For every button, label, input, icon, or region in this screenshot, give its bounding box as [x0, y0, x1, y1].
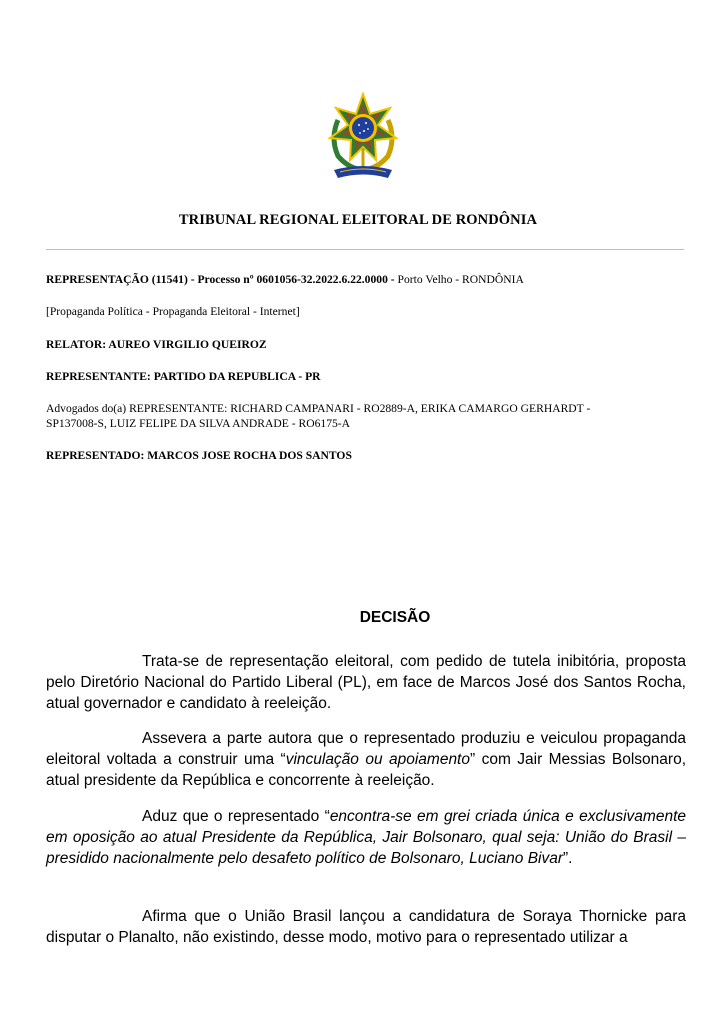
advogados-line-1: Advogados do(a) REPRESENTANTE: RICHARD CAMPANARI - RO2889-A, ERIKA CAMARGO GERHARDT -: [46, 402, 591, 415]
paragraph-text: Trata-se de representação eleitoral, com pedido de tutela inibitória, proposta pelo Diretório Nacional do Partido Liberal (PL), em face de Marcos José dos Santos Rocha, atual governador e candidato à reeleição.: [46, 653, 686, 712]
header-divider: [46, 249, 684, 250]
decision-paragraph-4: [46, 906, 686, 948]
coat-of-arms-emblem: [326, 92, 400, 184]
decision-paragraph-2: [46, 728, 686, 791]
process-location: Porto Velho - RONDÔNIA: [394, 273, 524, 286]
relator-line: RELATOR: AUREO VIRGILIO QUEIROZ: [46, 338, 267, 351]
decision-paragraph-1: [46, 651, 686, 714]
court-title: TRIBUNAL REGIONAL ELEITORAL DE RONDÔNIA: [178, 212, 538, 228]
quoted-text: vinculação ou apoiamento: [285, 751, 470, 768]
process-number: REPRESENTAÇÃO (11541) - Processo nº 0601056-32.2022.6.22.0000 -: [46, 273, 395, 286]
advogados-line-2: SP137008-S, LUIZ FELIPE DA SILVA ANDRADE - RO6175-A: [46, 417, 351, 430]
decision-paragraph-3: [46, 806, 686, 869]
paragraph-text: Assevera a parte autora que o representado produziu e veiculou propaganda eleitoral voltada a construir uma “: [46, 730, 686, 768]
subject-line: [Propaganda Política - Propaganda Eleitoral - Internet]: [46, 305, 300, 318]
decision-heading: DECISÃO: [359, 609, 431, 626]
representante-line: REPRESENTANTE: PARTIDO DA REPUBLICA - PR: [46, 370, 321, 383]
paragraph-text: Afirma que o União Brasil lançou a candidatura de Soraya Thornicke para disputar o Planalto, não existindo, desse modo, motivo para o representado utilizar a: [46, 908, 686, 946]
paragraph-text: ” com Jair Messias Bolsonaro, atual presidente da República e concorrente à reeleição.: [46, 751, 687, 789]
process-line: [46, 272, 686, 287]
representado-line: REPRESENTADO: MARCOS JOSE ROCHA DOS SANTOS: [46, 449, 352, 462]
paragraph-text: ”.: [563, 850, 573, 867]
paragraph-text: Aduz que o representado “: [142, 808, 330, 825]
quoted-text: encontra-se em grei criada única e exclusivamente em oposição ao atual Presidente da República, Jair Bolsonaro, qual seja: União do Brasil – presidido nacionalmente pelo desafeto político de Bolsonaro, Luciano Bivar: [46, 808, 686, 867]
